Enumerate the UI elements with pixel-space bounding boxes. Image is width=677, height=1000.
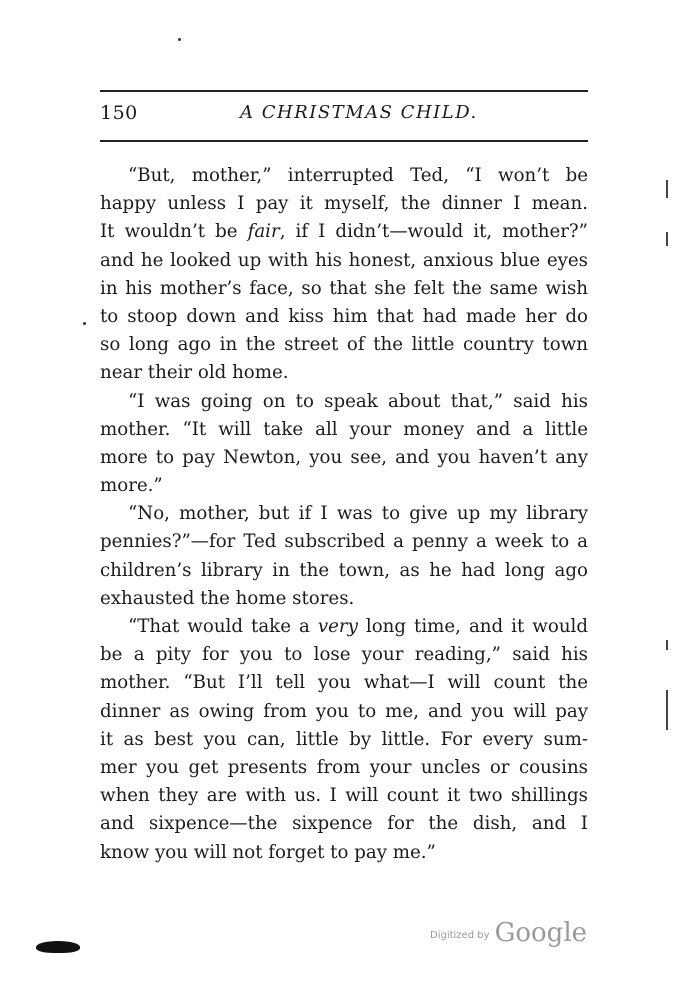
text-line: It wouldn’t be fair, if I didn’t—would it, mother?” [100,221,588,243]
text-line: children’s library in the town, as he had long ago [100,559,588,581]
digitized-watermark [430,918,587,948]
text-line: pennies?”—for Ted subscribed a penny a week to a [100,531,588,553]
text-line: dinner as owing from you to me, and you will pay [100,700,588,722]
margin-mark [666,180,668,198]
text-line: know you will not forget to pay me.” [100,841,436,863]
margin-mark [666,690,668,730]
text-line: to stoop down and kiss him that had made her do [100,305,588,327]
text-line: more.” [100,475,163,497]
text-line: “No, mother, but if I was to give up my library [128,503,588,525]
header-top-rule [100,90,588,92]
text-line: more to pay Newton, you see, and you haven’t any [100,446,588,468]
text-line: near their old home. [100,362,289,384]
text-line: exhausted the home stores. [100,587,355,609]
page-number: 150 [100,102,138,124]
running-head: A CHRISTMAS CHILD. [240,102,478,123]
page-header [100,102,588,132]
emphasized-word: very [317,616,358,637]
text-line: “I was going on to speak about that,” said his [128,390,588,412]
margin-mark [666,232,668,246]
text-line: mother. “It will take all your money and a little [100,418,588,440]
emphasized-word: fair [247,221,280,243]
google-logo: Google [494,918,588,948]
text-line: “But, mother,” interrupted Ted, “I won’t be [128,165,588,186]
body-text [100,162,588,867]
text-line: mother. “But I’ll tell you what—I will count the [100,672,588,694]
stray-mark [178,38,181,41]
text-line: so long ago in the street of the little country town [100,334,588,356]
text-line: be a pity for you to lose your reading,” said his [100,644,588,666]
text-line: in his mother’s face, so that she felt the same wish [100,277,588,299]
header-bottom-rule [100,140,588,142]
text-line: “That would take a very long time, and it would [128,616,589,637]
text-line: mer you get presents from your uncles or cousins [100,756,588,778]
text-line: happy unless I pay it myself, the dinner I mean. [100,193,588,215]
text-line: and he looked up with his honest, anxious blue eyes [100,249,588,271]
text-line: and sixpence—the sixpence for the dish, and I [100,813,588,835]
watermark-prefix: Digitized by [430,930,490,941]
text-line: it as best you can, little by little. For every sum- [100,728,588,750]
margin-mark [666,640,668,650]
ink-smudge [36,941,80,953]
text-line: when they are with us. I will count it two shillings [100,785,588,807]
stray-mark [83,322,86,325]
